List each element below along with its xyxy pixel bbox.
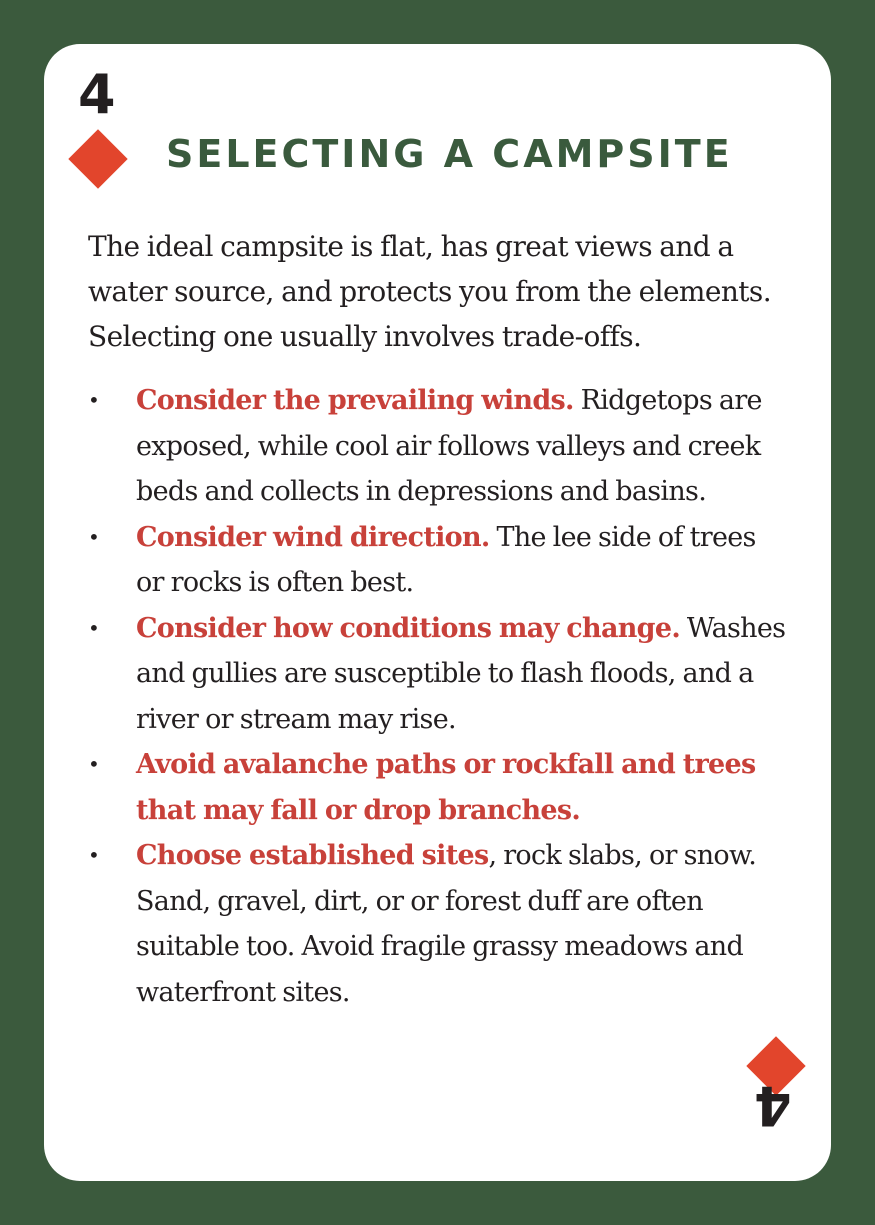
- rank-top: 4: [78, 63, 116, 126]
- intro-paragraph: The ideal campsite is flat, has great views and a water source, and protects you from the elements. Selecting one usually involves trade-offs.: [88, 230, 772, 353]
- tips-list: [88, 378, 788, 1015]
- list-item: [88, 606, 788, 743]
- bullet-icon: •: [88, 388, 100, 412]
- tip-lead: Avoid avalanche paths or rockfall and trees that may fall or drop branches.: [136, 749, 756, 826]
- bullet-icon: •: [88, 752, 100, 776]
- list-item: [88, 742, 788, 833]
- bullet-icon: •: [88, 615, 100, 640]
- rank-bottom: 4: [754, 1074, 792, 1137]
- list-item: [88, 833, 788, 1015]
- bullet-icon: •: [88, 843, 100, 867]
- tip-lead: Consider wind direction.: [136, 521, 490, 553]
- tip-text: Ridgetops are exposed, while cool air follows valleys and creek beds and collects in depressions and basins.: [136, 385, 762, 507]
- tip-text: , rock slabs, or snow. Sand, gravel, dirt, or or forest duff are often suitable too. Avoid fragile grassy meadows and waterfront sites.: [136, 840, 757, 1008]
- tip-lead: Consider how conditions may change.: [136, 612, 681, 644]
- diamond-icon: [68, 129, 127, 188]
- card-title: SELECTING A CAMPSITE: [166, 132, 733, 176]
- playing-card: [44, 44, 831, 1181]
- tip-text: Washes and gullies are susceptible to flash floods, and a river or stream may rise.: [136, 612, 786, 735]
- list-item: [88, 378, 788, 515]
- list-item: [88, 515, 788, 606]
- tip-lead: Choose established sites: [136, 840, 489, 871]
- bullet-icon: •: [88, 524, 100, 549]
- tip-lead: Consider the prevailing winds.: [136, 385, 574, 416]
- tip-text: The lee side of trees or rocks is often best.: [136, 521, 756, 598]
